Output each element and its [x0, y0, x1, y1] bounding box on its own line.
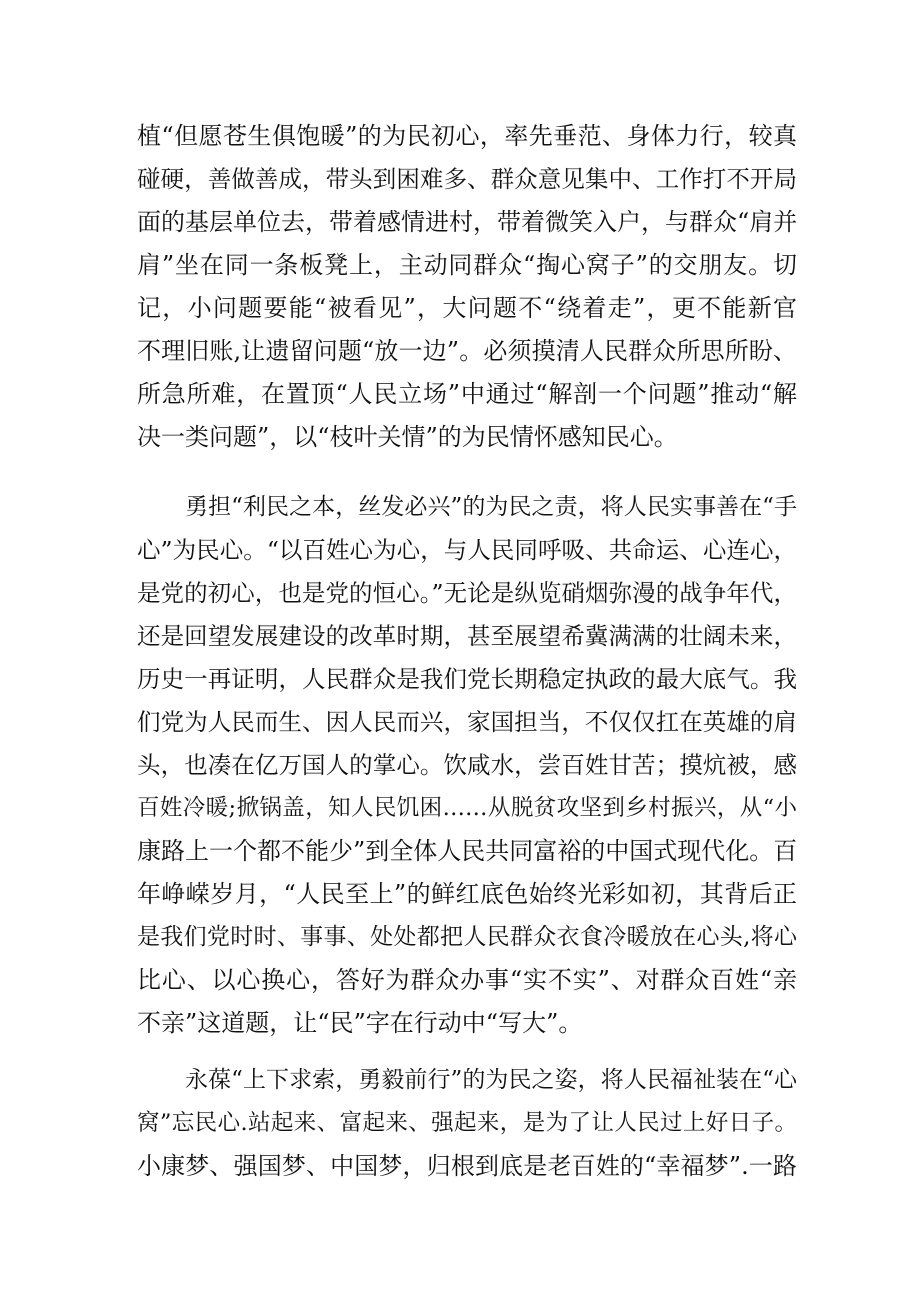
- text-line: 记，小问题要能“被看见”，大问题不“绕着走”，更不能新官: [137, 294, 797, 322]
- text-line: 心”为民心。“以百姓心为心，与人民同呼吸、共命运、心连心，: [137, 536, 797, 564]
- text-line: 头，也凑在亿万国人的掌心。饮咸水，尝百姓甘苦；摸炕被，感: [137, 751, 797, 779]
- text-line: 不理旧账,让遗留问题“放一边”。必须摸清人民群众所思所盼、: [137, 337, 797, 365]
- text-line: 窝”忘民心.站起来、富起来、强起来，是为了让人民过上好日子。: [137, 1110, 797, 1136]
- text-line: 比心、以心换心，答好为群众办事“实不实”、对群众百姓“亲: [137, 966, 797, 994]
- text-line: 历史一再证明，人民群众是我们党长期稳定执政的最大底气。我: [137, 665, 797, 693]
- text-line: 碰硬，善做善成，带头到困难多、群众意见集中、工作打不开局: [137, 165, 797, 193]
- text-line: 年峥嵘岁月，“人民至上”的鲜红底色始终光彩如初，其背后正: [137, 880, 797, 908]
- text-line: 肩”坐在同一条板凳上，主动同群众“掏心窝子”的交朋友。切: [137, 251, 797, 279]
- text-line: 是我们党时时、事事、处处都把人民群众衣食冷暖放在心头,将心: [137, 924, 797, 950]
- text-line: 永葆“上下求索，勇毅前行”的为民之姿，将人民福祉装在“心: [185, 1067, 797, 1093]
- text-line: 所急所难，在置顶“人民立场”中通过“解剖一个问题”推动“解: [137, 380, 797, 408]
- text-line: 是党的初心，也是党的恒心。”无论是纵览硝烟弥漫的战争年代，: [137, 579, 797, 607]
- text-line: 们党为人民而生、因人民而兴，家国担当，不仅仅扛在英雄的肩: [137, 708, 797, 736]
- text-line: 面的基层单位去，带着感情进村，带着微笑入户，与群众“肩并: [137, 208, 798, 236]
- text-line: 不亲”这道题，让“民”字在行动中“写大”。: [137, 1009, 583, 1037]
- text-line: 勇担“利民之本，丝发必兴”的为民之责，将人民实事善在“手: [185, 494, 797, 520]
- text-line: 决一类问题”，以“枝叶关情”的为民情怀感知民心。: [137, 423, 678, 451]
- text-line: 植“但愿苍生俱饱暖”的为民初心，率先垂范、身体力行，较真: [137, 122, 797, 150]
- text-line: 小康梦、强国梦、中国梦，归根到底是老百姓的“幸福梦”.一路: [137, 1152, 797, 1180]
- text-line: 康路上一个都不能少”到全体人民共同富裕的中国式现代化。百: [137, 837, 798, 865]
- text-line: 百姓冷暖;掀锅盖，知人民饥困……从脱贫攻坚到乡村振兴，从“小: [137, 795, 797, 821]
- text-line: 还是回望发展建设的改革时期，甚至展望希冀满满的壮阔未来，: [137, 622, 797, 650]
